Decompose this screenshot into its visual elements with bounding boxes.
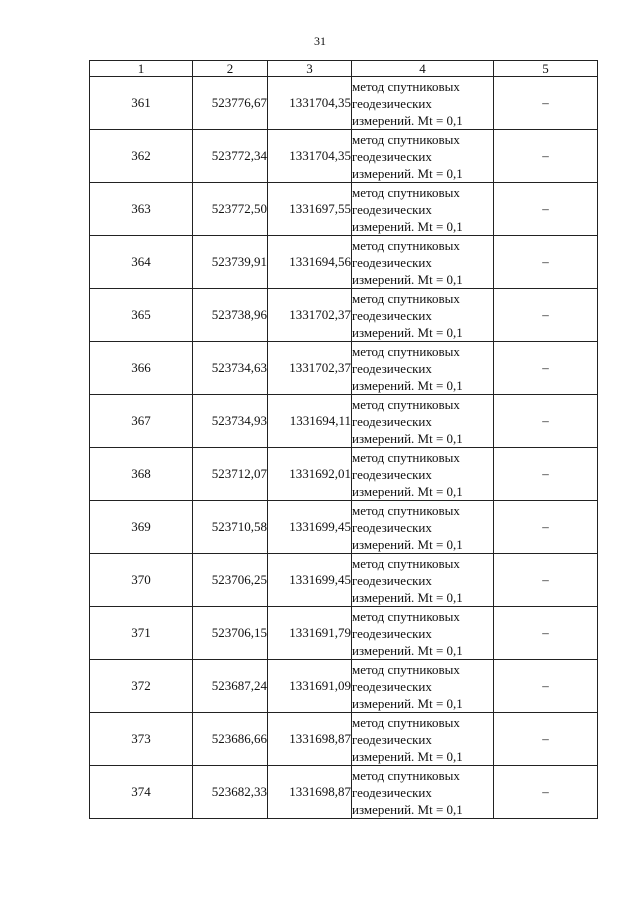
- coordinate-y: 1331702,37: [268, 289, 352, 342]
- method-line: метод спутниковых: [352, 714, 460, 730]
- method-line: геодезических: [352, 784, 432, 800]
- column-5-value: –: [494, 130, 598, 183]
- column-5-value: –: [494, 554, 598, 607]
- column-5-value: –: [494, 236, 598, 289]
- table-row: [90, 395, 598, 448]
- coordinate-y: 1331704,35: [268, 130, 352, 183]
- method-description: [352, 289, 494, 342]
- method-description: [352, 77, 494, 130]
- method-description: [352, 660, 494, 713]
- method-description: [352, 236, 494, 289]
- column-5-value: –: [494, 77, 598, 130]
- method-line: геодезических: [352, 519, 432, 535]
- coordinate-x: 523710,58: [193, 501, 268, 554]
- table-row: [90, 77, 598, 130]
- column-5-value: –: [494, 289, 598, 342]
- coordinate-x: 523734,63: [193, 342, 268, 395]
- method-line: измерений. Mt = 0,1: [352, 642, 463, 658]
- method-line: метод спутниковых: [352, 661, 460, 677]
- method-line: измерений. Mt = 0,1: [352, 483, 463, 499]
- header-col-1: 1: [90, 61, 193, 77]
- method-description: [352, 554, 494, 607]
- header-col-4: 4: [352, 61, 494, 77]
- coordinate-x: 523739,91: [193, 236, 268, 289]
- coordinate-y: 1331694,11: [268, 395, 352, 448]
- column-5-value: –: [494, 713, 598, 766]
- column-5-value: –: [494, 660, 598, 713]
- table-row: [90, 448, 598, 501]
- header-row: [90, 61, 598, 77]
- method-description: [352, 448, 494, 501]
- method-line: измерений. Mt = 0,1: [352, 112, 463, 128]
- coordinates-table: [89, 60, 598, 819]
- method-description: [352, 130, 494, 183]
- table-row: [90, 236, 598, 289]
- coordinate-x: 523706,15: [193, 607, 268, 660]
- table-row: [90, 342, 598, 395]
- point-number: 364: [90, 236, 193, 289]
- method-line: геодезических: [352, 201, 432, 217]
- column-5-value: –: [494, 607, 598, 660]
- table-row: [90, 766, 598, 819]
- point-number: 363: [90, 183, 193, 236]
- method-line: метод спутниковых: [352, 78, 460, 94]
- table-row: [90, 183, 598, 236]
- coordinate-y: 1331699,45: [268, 501, 352, 554]
- coordinate-y: 1331698,87: [268, 713, 352, 766]
- method-description: [352, 395, 494, 448]
- point-number: 361: [90, 77, 193, 130]
- method-line: геодезических: [352, 307, 432, 323]
- table-row: [90, 501, 598, 554]
- method-line: измерений. Mt = 0,1: [352, 589, 463, 605]
- method-line: геодезических: [352, 360, 432, 376]
- method-line: измерений. Mt = 0,1: [352, 536, 463, 552]
- table-row: [90, 289, 598, 342]
- point-number: 371: [90, 607, 193, 660]
- method-line: измерений. Mt = 0,1: [352, 271, 463, 287]
- method-line: геодезических: [352, 466, 432, 482]
- point-number: 373: [90, 713, 193, 766]
- header-col-5: 5: [494, 61, 598, 77]
- table-row: [90, 660, 598, 713]
- coordinate-y: 1331691,79: [268, 607, 352, 660]
- page-number: 31: [314, 34, 326, 48]
- method-line: метод спутниковых: [352, 767, 460, 783]
- method-line: геодезических: [352, 731, 432, 747]
- method-description: [352, 183, 494, 236]
- point-number: 362: [90, 130, 193, 183]
- method-description: [352, 713, 494, 766]
- column-5-value: –: [494, 501, 598, 554]
- coordinate-x: 523772,50: [193, 183, 268, 236]
- method-line: метод спутниковых: [352, 184, 460, 200]
- point-number: 365: [90, 289, 193, 342]
- column-5-value: –: [494, 766, 598, 819]
- coordinate-y: 1331697,55: [268, 183, 352, 236]
- method-line: геодезических: [352, 625, 432, 641]
- method-description: [352, 766, 494, 819]
- method-line: геодезических: [352, 95, 432, 111]
- point-number: 366: [90, 342, 193, 395]
- column-5-value: –: [494, 448, 598, 501]
- coordinate-y: 1331698,87: [268, 766, 352, 819]
- point-number: 374: [90, 766, 193, 819]
- coordinate-x: 523772,34: [193, 130, 268, 183]
- point-number: 367: [90, 395, 193, 448]
- method-line: измерений. Mt = 0,1: [352, 324, 463, 340]
- method-line: метод спутниковых: [352, 290, 460, 306]
- method-line: метод спутниковых: [352, 555, 460, 571]
- method-line: измерений. Mt = 0,1: [352, 430, 463, 446]
- coordinate-x: 523734,93: [193, 395, 268, 448]
- table-row: [90, 713, 598, 766]
- table-row: [90, 554, 598, 607]
- coordinate-x: 523712,07: [193, 448, 268, 501]
- method-line: измерений. Mt = 0,1: [352, 801, 463, 817]
- point-number: 370: [90, 554, 193, 607]
- method-line: геодезических: [352, 148, 432, 164]
- method-line: метод спутниковых: [352, 237, 460, 253]
- method-line: геодезических: [352, 678, 432, 694]
- method-description: [352, 501, 494, 554]
- method-description: [352, 607, 494, 660]
- coordinate-y: 1331699,45: [268, 554, 352, 607]
- point-number: 368: [90, 448, 193, 501]
- column-5-value: –: [494, 183, 598, 236]
- table-row: [90, 130, 598, 183]
- point-number: 369: [90, 501, 193, 554]
- method-line: метод спутниковых: [352, 131, 460, 147]
- method-line: метод спутниковых: [352, 449, 460, 465]
- coordinate-y: 1331702,37: [268, 342, 352, 395]
- table-row: [90, 607, 598, 660]
- method-line: измерений. Mt = 0,1: [352, 165, 463, 181]
- method-line: метод спутниковых: [352, 502, 460, 518]
- coordinate-x: 523776,67: [193, 77, 268, 130]
- coordinate-x: 523687,24: [193, 660, 268, 713]
- method-line: измерений. Mt = 0,1: [352, 377, 463, 393]
- header-col-2: 2: [193, 61, 268, 77]
- coordinate-x: 523686,66: [193, 713, 268, 766]
- method-description: [352, 342, 494, 395]
- method-line: метод спутниковых: [352, 608, 460, 624]
- column-5-value: –: [494, 395, 598, 448]
- coordinate-y: 1331704,35: [268, 77, 352, 130]
- coordinate-x: 523682,33: [193, 766, 268, 819]
- coordinate-y: 1331691,09: [268, 660, 352, 713]
- coordinate-y: 1331692,01: [268, 448, 352, 501]
- coordinate-y: 1331694,56: [268, 236, 352, 289]
- method-line: геодезических: [352, 413, 432, 429]
- coordinate-x: 523738,96: [193, 289, 268, 342]
- method-line: геодезических: [352, 572, 432, 588]
- method-line: метод спутниковых: [352, 343, 460, 359]
- coordinate-x: 523706,25: [193, 554, 268, 607]
- method-line: измерений. Mt = 0,1: [352, 695, 463, 711]
- method-line: геодезических: [352, 254, 432, 270]
- method-line: измерений. Mt = 0,1: [352, 218, 463, 234]
- header-col-3: 3: [268, 61, 352, 77]
- point-number: 372: [90, 660, 193, 713]
- method-line: метод спутниковых: [352, 396, 460, 412]
- column-5-value: –: [494, 342, 598, 395]
- method-line: измерений. Mt = 0,1: [352, 748, 463, 764]
